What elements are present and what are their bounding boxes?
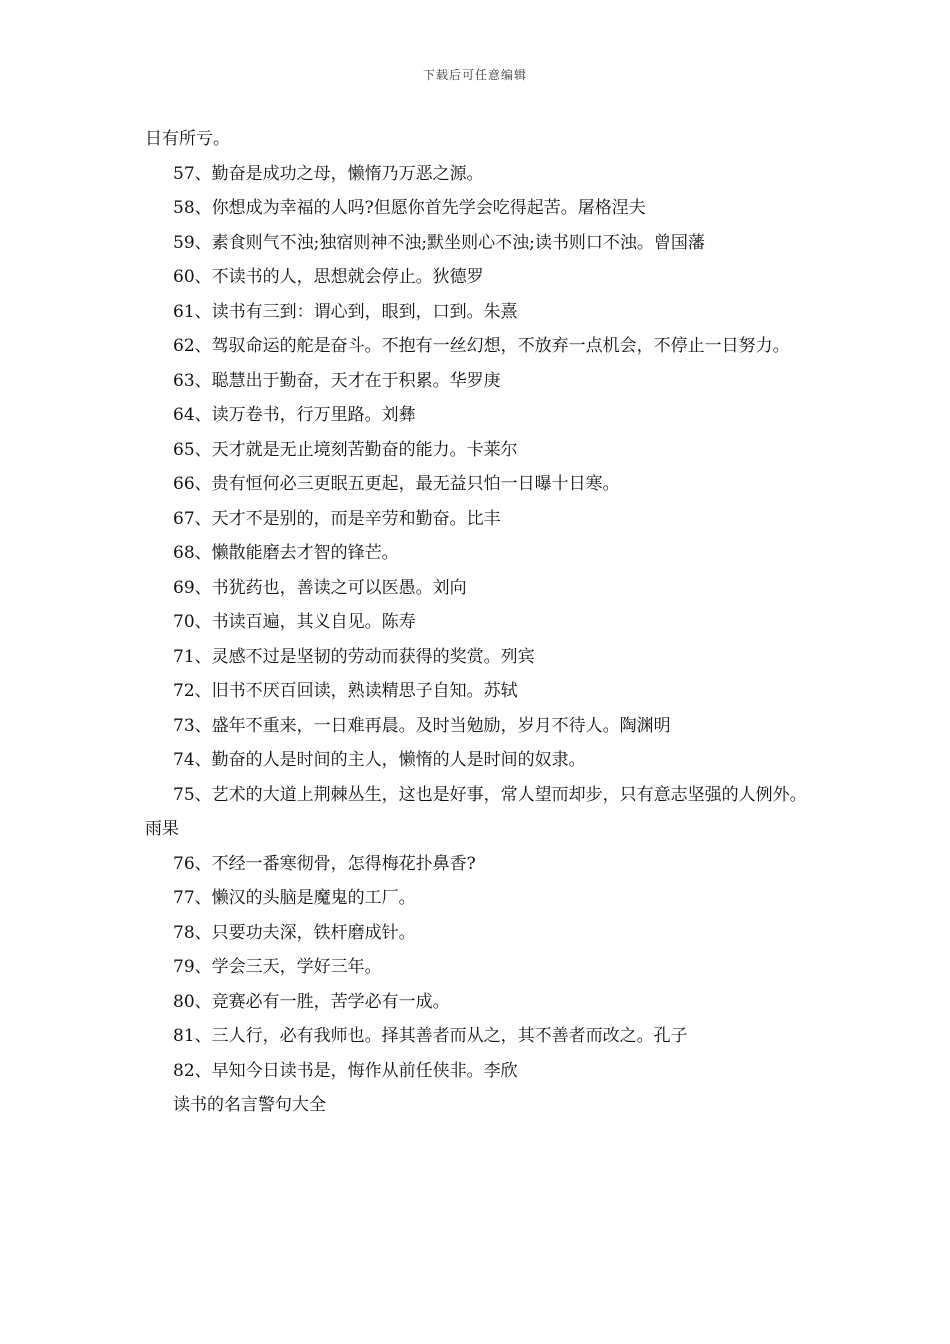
quote-item-66: 66、贵有恒何必三更眠五更起，最无益只怕一日曝十日寒。: [173, 474, 620, 494]
quote-item-62: 62、驾驭命运的舵是奋斗。不抱有一丝幻想，不放弃一点机会，不停止一日努力。: [173, 336, 790, 356]
quote-item-63: 63、聪慧出于勤奋，天才在于积累。华罗庚: [173, 370, 501, 391]
quote-item-73: 73、盛年不重来，一日难再晨。及时当勉励，岁月不待人。陶渊明: [173, 715, 671, 736]
quote-item-81: 81、三人行，必有我师也。择其善者而从之，其不善者而改之。孔子: [173, 1026, 688, 1046]
quote-item-65: 65、天才就是无止境刻苦勤奋的能力。卡莱尔: [173, 439, 518, 460]
quote-item-72: 72、旧书不厌百回读，熟读精思子自知。苏轼: [173, 681, 518, 701]
quote-item-77: 77、懒汉的头脑是魔鬼的工厂。: [173, 888, 416, 908]
quote-item-76: 76、不经一番寒彻骨，怎得梅花扑鼻香?: [173, 853, 476, 874]
quote-item-59: 59、素食则气不浊;独宿则神不浊;默坐则心不浊;读书则口不浊。曾国藩: [173, 232, 705, 253]
quote-item-78: 78、只要功夫深，铁杆磨成针。: [173, 922, 416, 943]
document-body: [145, 122, 810, 1123]
quote-item-74: 74、勤奋的人是时间的主人，懒惰的人是时间的奴隶。: [173, 750, 586, 770]
quote-item-57: 57、勤奋是成功之母，懒惰乃万恶之源。: [173, 163, 484, 184]
quote-item-68: 68、懒散能磨去才智的锋芒。: [173, 543, 399, 563]
quote-item-79: 79、学会三天，学好三年。: [173, 957, 382, 977]
quote-item-82: 82、早知今日读书是，悔作从前任侠非。李欣: [173, 1060, 518, 1081]
page-header: 下载后可任意编辑: [422, 68, 527, 82]
quote-item-64: 64、读万卷书，行万里路。刘彝: [173, 405, 416, 425]
quote-item-71: 71、灵感不过是坚韧的劳动而获得的奖赏。列宾: [173, 646, 535, 667]
quote-item-69: 69、书犹药也，善读之可以医愚。刘向: [173, 577, 467, 598]
quote-item-80: 80、竞赛必有一胜，苦学必有一成。: [173, 991, 450, 1012]
quote-item-75: 75、艺术的大道上荆棘丛生，这也是好事，常人望而却步，只有意志坚强的人例外。雨果: [145, 784, 807, 839]
quote-item-61: 61、读书有三到：谓心到，眼到，口到。朱熹: [173, 301, 518, 322]
section-title: 读书的名言警句大全: [173, 1095, 326, 1115]
quote-item-67: 67、天才不是别的，而是辛劳和勤奋。比丰: [173, 508, 501, 529]
quote-item-60: 60、不读书的人，思想就会停止。狄德罗: [173, 267, 484, 287]
quote-item-58: 58、你想成为幸福的人吗?但愿你首先学会吃得起苦。屠格涅夫: [173, 198, 646, 218]
quote-item-70: 70、书读百遍，其义自见。陈寿: [173, 612, 416, 632]
continuation-line: 日有所亏。: [145, 129, 230, 149]
